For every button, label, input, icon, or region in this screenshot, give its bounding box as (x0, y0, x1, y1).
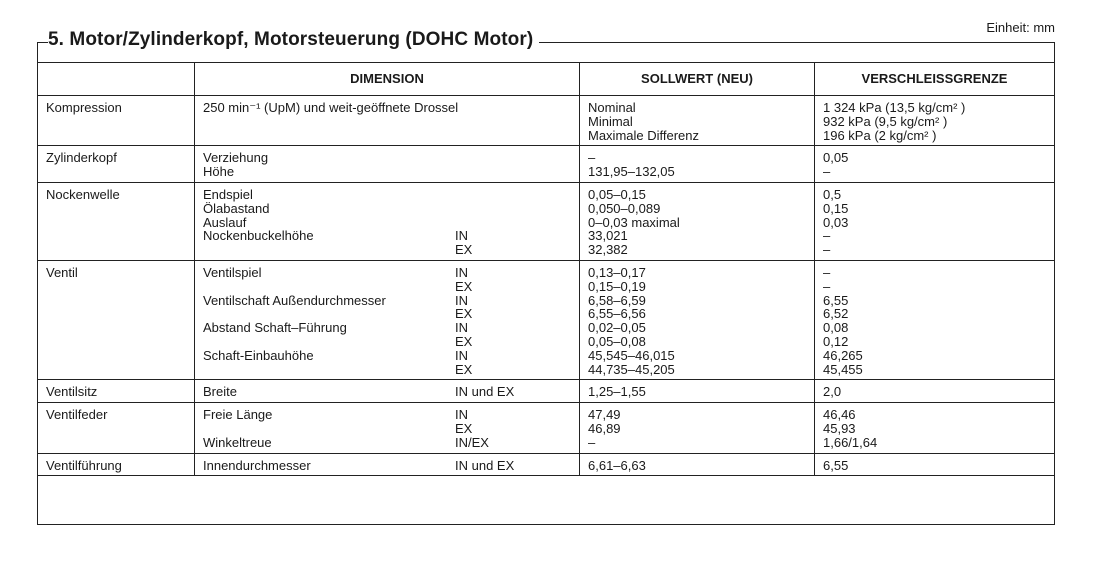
dimension-cell (195, 260, 580, 379)
spec-table (37, 62, 1055, 476)
in-ex-text: EX (455, 333, 473, 349)
row-name: Ventilsitz (38, 380, 195, 403)
table-row (38, 453, 1055, 476)
grenze-value: – (823, 278, 831, 294)
dimension-text (203, 363, 455, 377)
sollwert-value: Minimal (588, 113, 633, 129)
in-ex-text (455, 115, 555, 129)
sollwert-value: Nominal (588, 100, 636, 115)
in-ex-text (455, 216, 555, 230)
in-ex-text: IN (455, 264, 468, 280)
grenze-value: – (823, 228, 831, 244)
table-row (38, 182, 1055, 260)
dimension-text: Höhe (203, 164, 235, 180)
sollwert-value: 45,545–46,015 (588, 347, 675, 363)
in-ex-text: IN (455, 320, 468, 336)
row-name: Kompression (38, 96, 195, 146)
dimension-cell (195, 380, 580, 403)
grenze-value: 0,05 (823, 150, 849, 166)
in-ex-text: IN (455, 347, 468, 363)
row-name: Ventilfeder (38, 403, 195, 453)
in-ex-text (455, 101, 555, 115)
sollwert-value: 0,02–0,05 (588, 320, 646, 336)
grenze-value: 0,5 (823, 186, 842, 202)
grenze-value: 196 kPa (2 kg/cm² ) (823, 127, 937, 143)
in-ex-text (455, 202, 555, 216)
sollwert-value: 46,89 (588, 420, 621, 436)
table-row (38, 403, 1055, 453)
in-ex-text (455, 188, 555, 202)
sollwert-value: 0–0,03 maximal (588, 214, 680, 230)
dimension-text: Freie Länge (203, 407, 273, 423)
grenze-value: 0,12 (823, 333, 849, 349)
sollwert-value: 0,050–0,089 (588, 200, 661, 216)
table-row (38, 96, 1055, 146)
sollwert-value: 1,25–1,55 (588, 384, 646, 400)
sollwert-cell (580, 96, 815, 146)
grenze-value: 2,0 (823, 384, 842, 400)
dimension-text (203, 280, 455, 294)
grenze-value: 1,66/1,64 (823, 434, 878, 450)
dimension-text: Nockenbuckelhöhe (203, 228, 314, 244)
dimension-cell (195, 453, 580, 476)
grenze-cell (815, 182, 1055, 260)
sollwert-cell (580, 453, 815, 476)
in-ex-text: EX (455, 242, 473, 258)
grenze-value: – (823, 164, 831, 180)
grenze-value: 46,265 (823, 347, 863, 363)
sollwert-value: 6,58–6,59 (588, 292, 646, 308)
dimension-text: Verziehung (203, 150, 269, 166)
dimension-text: Ölabastand (203, 200, 270, 216)
grenze-cell (815, 146, 1055, 183)
in-ex-text: IN (455, 292, 468, 308)
header-grenze: VERSCHLEISSGRENZE (815, 63, 1055, 96)
in-ex-text: EX (455, 278, 473, 294)
sollwert-value: 0,05–0,08 (588, 333, 646, 349)
dimension-text: Abstand Schaft–Führung (203, 320, 347, 336)
grenze-value: 1 324 kPa (13,5 kg/cm² ) (823, 100, 966, 115)
sollwert-value: Maximale Differenz (588, 127, 700, 143)
sollwert-value: 44,735–45,205 (588, 361, 675, 377)
table-row (38, 380, 1055, 403)
dimension-text: 250 min⁻¹ (UpM) und weit-geöffnete Drossel (203, 100, 459, 115)
in-ex-text (455, 129, 555, 143)
sollwert-value: 131,95–132,05 (588, 164, 675, 180)
grenze-value: 0,15 (823, 200, 849, 216)
grenze-value: – (823, 242, 831, 258)
header-blank (38, 63, 195, 96)
row-name: Nockenwelle (38, 182, 195, 260)
section-title: 5. Motor/Zylinderkopf, Motorsteuerung (DOHC Motor) (48, 29, 539, 51)
row-name: Ventil (38, 260, 195, 379)
sollwert-value: 32,382 (588, 242, 628, 258)
grenze-value: 45,455 (823, 361, 863, 377)
grenze-value: 932 kPa (9,5 kg/cm² ) (823, 113, 948, 129)
in-ex-text: IN/EX (455, 434, 489, 450)
dimension-cell (195, 182, 580, 260)
in-ex-text: EX (455, 420, 473, 436)
sollwert-value: 33,021 (588, 228, 628, 244)
sollwert-cell (580, 380, 815, 403)
dimension-text: Schaft-Einbauhöhe (203, 347, 314, 363)
sollwert-value: 0,13–0,17 (588, 264, 646, 280)
grenze-value: 6,52 (823, 306, 849, 322)
grenze-cell (815, 260, 1055, 379)
in-ex-text: IN und EX (455, 457, 515, 473)
unit-label: Einheit: mm (986, 20, 1055, 35)
dimension-text: Ventilschaft Außendurchmesser (203, 292, 386, 308)
grenze-cell (815, 380, 1055, 403)
header-dimension: DIMENSION (195, 63, 580, 96)
grenze-value: – (823, 264, 831, 280)
dimension-text: Ventilspiel (203, 264, 262, 280)
dimension-cell (195, 96, 580, 146)
grenze-cell (815, 453, 1055, 476)
grenze-value: 0,08 (823, 320, 849, 336)
grenze-value: 6,55 (823, 292, 849, 308)
sollwert-value: – (588, 434, 596, 450)
dimension-cell (195, 146, 580, 183)
sollwert-cell (580, 182, 815, 260)
sollwert-value: 0,15–0,19 (588, 278, 646, 294)
grenze-value: 45,93 (823, 420, 856, 436)
in-ex-text (455, 151, 555, 165)
dimension-text: Auslauf (203, 214, 247, 230)
header-sollwert: SOLLWERT (NEU) (580, 63, 815, 96)
header-row (38, 63, 1055, 96)
grenze-value: 0,03 (823, 214, 849, 230)
sollwert-value: 47,49 (588, 407, 621, 423)
in-ex-text: EX (455, 306, 473, 322)
table-row (38, 260, 1055, 379)
grenze-value: 46,46 (823, 407, 856, 423)
in-ex-text: IN und EX (455, 384, 515, 400)
in-ex-text: IN (455, 407, 468, 423)
dimension-text: Innendurchmesser (203, 457, 311, 473)
dimension-text (203, 335, 455, 349)
grenze-cell (815, 403, 1055, 453)
dimension-text: Winkeltreue (203, 434, 272, 450)
dimension-text (203, 129, 455, 143)
row-name: Ventilführung (38, 453, 195, 476)
in-ex-text: IN (455, 228, 468, 244)
sollwert-value: 6,61–6,63 (588, 457, 646, 473)
dimension-text: Breite (203, 384, 237, 400)
dimension-text (203, 422, 455, 436)
dimension-cell (195, 403, 580, 453)
sollwert-value: – (588, 150, 596, 166)
sollwert-cell (580, 146, 815, 183)
dimension-text: Endspiel (203, 186, 253, 202)
sollwert-cell (580, 260, 815, 379)
dimension-text (203, 307, 455, 321)
in-ex-text (455, 165, 555, 179)
table-body (38, 96, 1055, 476)
sollwert-value: 6,55–6,56 (588, 306, 646, 322)
grenze-value: 6,55 (823, 457, 849, 473)
sollwert-value: 0,05–0,15 (588, 186, 646, 202)
dimension-text (203, 243, 455, 257)
in-ex-text: EX (455, 361, 473, 377)
grenze-cell (815, 96, 1055, 146)
dimension-text (203, 115, 455, 129)
row-name: Zylinderkopf (38, 146, 195, 183)
sollwert-cell (580, 403, 815, 453)
table-row (38, 146, 1055, 183)
